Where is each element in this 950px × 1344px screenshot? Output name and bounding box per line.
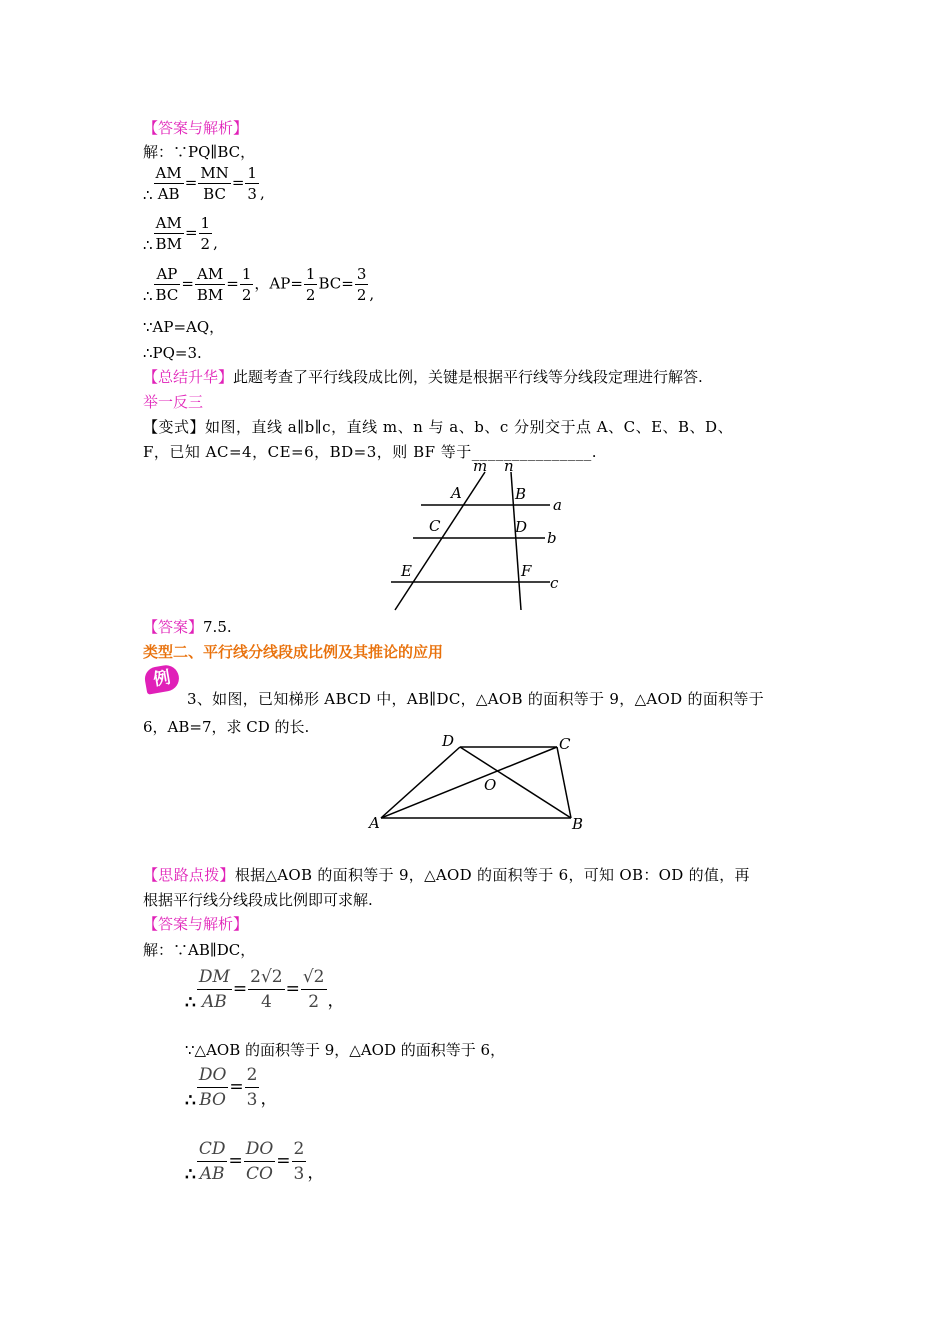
label-a: a: [553, 496, 562, 514]
frac-den: BO: [199, 1090, 226, 1110]
equals: =: [184, 223, 198, 242]
frac-num: DO: [197, 1063, 229, 1088]
frac-den: 3: [293, 1164, 305, 1184]
equals: =: [228, 1151, 243, 1171]
frac-num: AM: [195, 264, 225, 285]
equals: =: [231, 173, 245, 192]
answer-line: [143, 616, 232, 638]
example-badge-text: 例: [151, 667, 173, 691]
frac-num: AP: [154, 264, 181, 285]
ratio-line-5: [185, 1063, 277, 1112]
therefore-sign: ∴: [143, 286, 153, 305]
frac-den: BM: [155, 235, 182, 253]
label-A: A: [369, 814, 380, 832]
comma: ，: [260, 1089, 278, 1109]
frac-den: BC: [203, 185, 226, 203]
frac-num: AM: [154, 213, 184, 234]
frac-den: BC: [155, 286, 179, 304]
frac-num: √2: [301, 965, 327, 990]
trapezoid-figure: [365, 732, 590, 834]
frac-den: 2: [200, 235, 211, 253]
variant-line-2: F，已知 AC=4，CE=6，BD=3，则 BF 等于_______________.: [143, 443, 598, 461]
frac-den: 2: [305, 286, 316, 304]
frac-den: 2: [241, 286, 252, 304]
frac-den: 4: [260, 992, 272, 1012]
ratio-line-3: [143, 264, 374, 305]
ratio-line-1: [143, 163, 265, 204]
frac-den: 2: [356, 286, 367, 304]
frac-den: BM: [196, 286, 224, 304]
comma: ,: [259, 183, 265, 202]
answer-value: 7.5.: [203, 618, 232, 636]
answer-analysis-tag: 【答案与解析】: [143, 119, 249, 137]
line-m: [395, 472, 485, 610]
label-A: A: [451, 484, 462, 502]
label-n: n: [504, 458, 514, 475]
label-F: F: [521, 562, 532, 580]
frac-num: CD: [197, 1137, 228, 1162]
therefore-sign: ∴: [185, 1091, 196, 1111]
frac-den: CO: [246, 1164, 273, 1184]
equals: =: [232, 979, 248, 999]
answer-analysis-tag-2: 【答案与解析】: [143, 915, 249, 933]
variant-tag: 【变式】: [143, 418, 206, 436]
label-C: C: [559, 735, 571, 753]
therefore-sign: ∴: [185, 993, 196, 1013]
label-D: D: [442, 732, 455, 750]
hint-line-2: 根据平行线分线段成比例即可求解.: [143, 891, 373, 909]
frac-num: 2: [245, 1063, 260, 1088]
comma: ,: [213, 233, 218, 252]
solution-line-2: 解：∵AB∥DC，: [143, 941, 256, 959]
summary-line: [143, 366, 703, 388]
answer-tag: 【答案】: [143, 618, 204, 636]
label-B: B: [572, 815, 584, 833]
label-B: B: [515, 485, 527, 503]
frac-den: AB: [157, 185, 180, 203]
area-line: ∵△AOB 的面积等于 9，△AOD 的面积等于 6，: [185, 1041, 506, 1059]
side-bc: [557, 747, 571, 818]
frac-num: 2√2: [248, 965, 284, 990]
diagonal-ac: [381, 747, 557, 818]
equals: =: [181, 274, 194, 293]
frac-den: 3: [247, 185, 257, 203]
example-line-1: 3、如图，已知梯形 ABCD 中，AB∥DC，△AOB 的面积等于 9，△AOD 的面积等于: [187, 690, 765, 708]
frac-num: 1: [200, 214, 211, 232]
hint-tag: 【思路点拨】: [143, 866, 235, 884]
summary-text: 此题考查了平行线段成比例，关键是根据平行线等分线段定理进行解答.: [233, 368, 703, 386]
ratio-line-4: [185, 965, 345, 1014]
equals: =: [184, 173, 198, 192]
comma: ，: [307, 1163, 325, 1183]
frac-num: 1: [247, 164, 257, 182]
frac-den: 2: [308, 992, 320, 1012]
variant-text: 如图，直线 a∥b∥c，直线 m、n 与 a、b、c 分别交于点 A、C、E、B、D、: [205, 418, 734, 436]
label-D: D: [515, 518, 528, 536]
ratio-line-6: [185, 1137, 324, 1186]
therefore-sign: ∴: [185, 1165, 196, 1185]
label-C: C: [429, 517, 441, 535]
frac-den: 3: [246, 1090, 258, 1110]
comma: ，: [327, 991, 345, 1011]
frac-num: DO: [244, 1137, 276, 1162]
therefore-sign: ∴: [143, 235, 153, 254]
summary-tag: 【总结升华】: [143, 368, 234, 386]
ratio-line-2: [143, 213, 218, 254]
pq-result-line: ∴PQ=3.: [143, 344, 202, 362]
practice-title: 举一反三: [143, 393, 204, 411]
label-m: m: [473, 458, 488, 475]
equals: =: [229, 1077, 244, 1097]
equals: =: [285, 979, 300, 999]
example-badge: [143, 663, 181, 695]
equals: =: [276, 1151, 291, 1171]
ap-equals: ，AP=: [254, 274, 303, 293]
frac-num: AM: [155, 164, 182, 182]
hint-line-1: [143, 864, 750, 886]
frac-num: 1: [241, 265, 252, 283]
bc-equals: BC=: [318, 274, 354, 293]
frac-den: AB: [201, 992, 227, 1012]
label-c: c: [550, 574, 559, 592]
variant-line-1: [143, 416, 733, 438]
therefore-sign: ∴: [143, 185, 153, 204]
frac-num: DM: [197, 965, 232, 990]
comma: ,: [369, 284, 375, 303]
label-E: E: [401, 562, 412, 580]
diagonal-bd: [460, 747, 571, 818]
parallel-lines-figure: [385, 458, 575, 613]
example-line-2: 6，AB=7，求 CD 的长.: [143, 718, 310, 736]
frac-num: 2: [292, 1137, 307, 1162]
solution-line: 解：∵PQ∥BC，: [143, 143, 256, 161]
label-O: O: [484, 776, 497, 794]
label-b: b: [547, 529, 557, 547]
side-ad: [381, 747, 460, 818]
frac-num: 3: [356, 265, 367, 283]
hint-text: 根据△AOB 的面积等于 9，△AOD 的面积等于 6，可知 OB：OD 的值，再: [234, 866, 750, 884]
type2-heading: 类型二、平行线分线段成比例及其推论的应用: [143, 643, 444, 661]
frac-den: AB: [199, 1164, 225, 1184]
ap-aq-line: ∵AP=AQ，: [143, 318, 225, 336]
equals: =: [226, 274, 239, 293]
frac-num: 1: [305, 265, 316, 283]
frac-num: MN: [200, 164, 229, 182]
